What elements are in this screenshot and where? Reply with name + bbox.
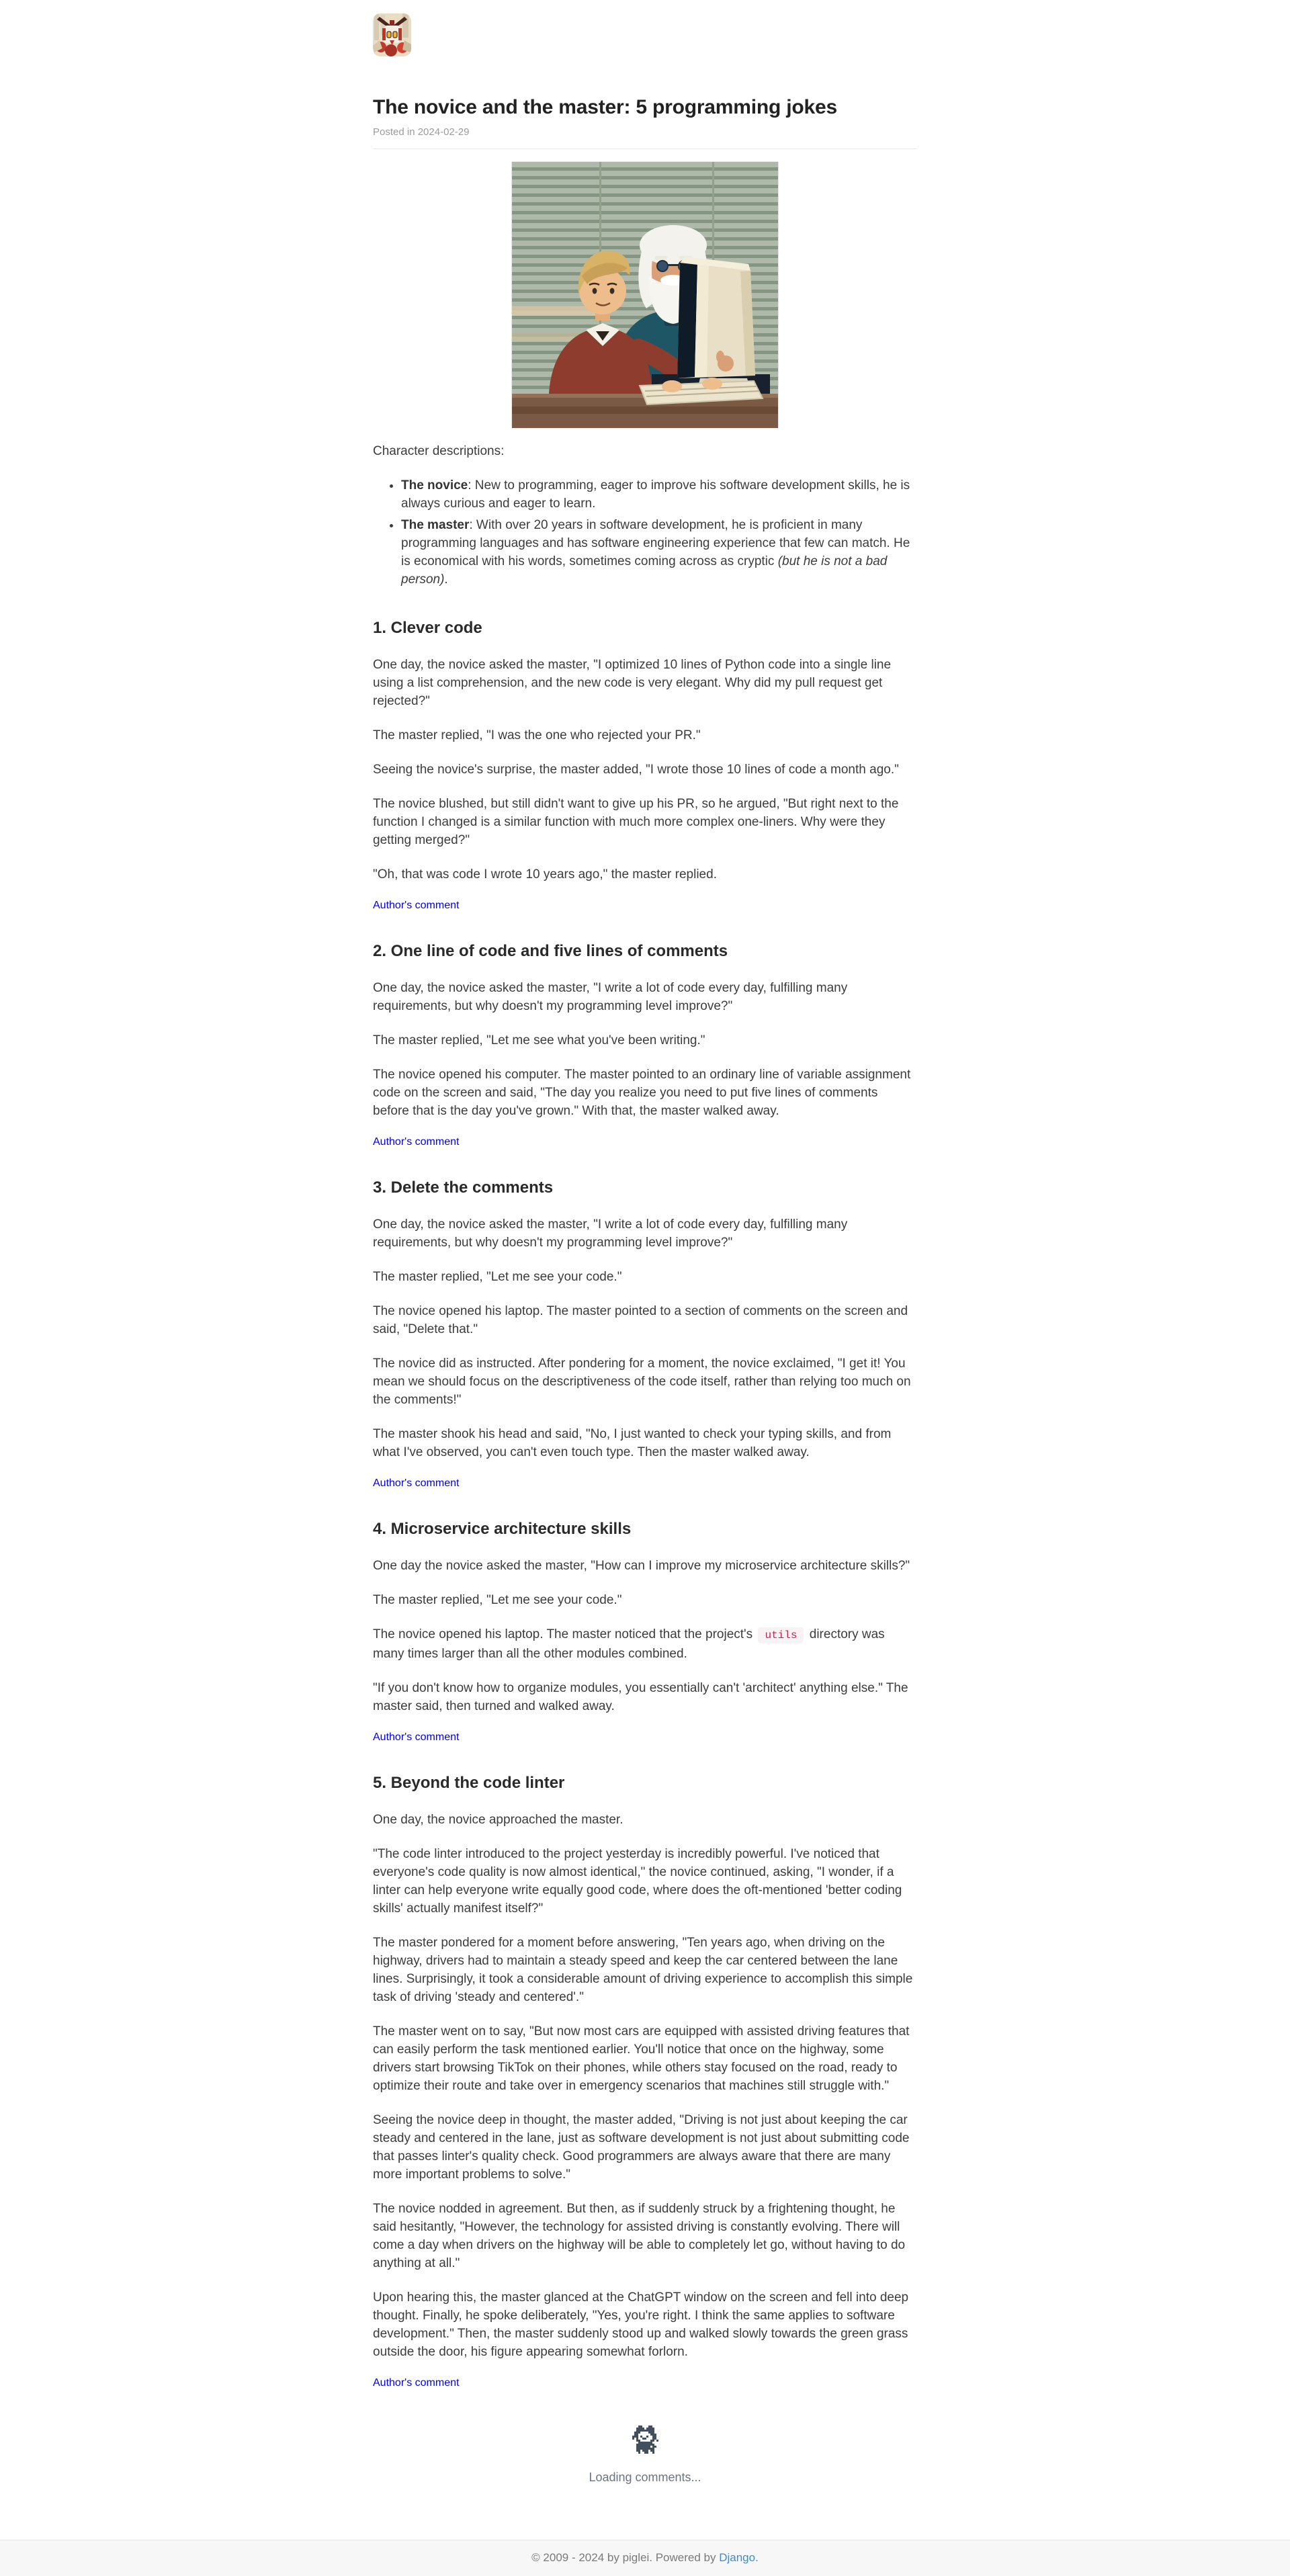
text-run: . <box>444 572 448 587</box>
post-paragraph <box>373 795 917 849</box>
bold-text: The novice <box>401 478 468 492</box>
text-run: The master replied, "Let me see your code." <box>373 1593 622 1607</box>
text-run: Upon hearing this, the master glanced at the ChatGPT window on the screen and fell into deep thought. Finally, he spoke deliberately, "Yes, you're right. I think the same applies to software development." Then, the master suddenly stood up and walked slowly towards the green grass outside the door, his figure appearing somewhat forlorn. <box>373 2290 909 2359</box>
author-comment-paragraph <box>373 900 917 912</box>
text-run: Seeing the novice's surprise, the master added, "I wrote those 10 lines of code a month ago." <box>373 763 899 777</box>
text-run: One day the novice asked the master, "How can I improve my microservice architecture skills?" <box>373 1559 910 1573</box>
post-paragraph <box>373 1625 917 1663</box>
post-paragraph <box>373 1355 917 1409</box>
author-comment-link[interactable]: Author's comment <box>373 1731 460 1743</box>
text-run: The novice opened his laptop. The master noticed that the project's <box>373 1627 757 1641</box>
text-run: The novice blushed, but still didn't want to give up his PR, so he argued, "But right next to the function I changed is a similar function with much more complex one-liners. Why were they getting merged?" <box>373 797 899 847</box>
bold-text: The master <box>401 518 470 532</box>
character-intro: Character descriptions: <box>373 444 505 458</box>
text-run: One day, the novice asked the master, "I optimized 10 lines of Python code into a single line using a list comprehension, and the new code is very elegant. Why did my pull request get rejected?" <box>373 658 892 708</box>
bottom-spacer <box>373 2485 917 2540</box>
character-item <box>401 516 917 589</box>
text-run: The novice nodded in agreement. But then, as if suddenly struck by a frightening thought, he said hesitantly, "However, the technology for assisted driving is constantly evolving. There will come a day when drivers on the highway will be able to completely let go, without having to do anything at all." <box>373 2202 906 2270</box>
comments-widget <box>373 2425 917 2485</box>
site-logo[interactable] <box>373 13 411 56</box>
post-paragraph <box>373 865 917 884</box>
post-paragraph <box>373 1591 917 1609</box>
section-heading: 1. Clever code <box>373 619 482 637</box>
character-list <box>373 476 917 589</box>
site-footer <box>0 2540 1290 2576</box>
character-item <box>401 476 917 513</box>
text-run: The master replied, "Let me see your code." <box>373 1270 622 1284</box>
post-paragraph <box>373 2022 917 2095</box>
post-paragraph <box>373 656 917 710</box>
text-run: The master went on to say, "But now most cars are equipped with assisted driving features that can easily perform the task mentioned earlier. You'll notice that once on the highway, some drivers start browsing TikTok on their phones, while others stay focused on the road, ready to optimize their route and take over in emergency scenarios that machines still struggle with." <box>373 2024 910 2093</box>
django-link[interactable]: Django <box>719 2551 756 2564</box>
section-heading: 4. Microservice architecture skills <box>373 1520 632 1538</box>
author-comment-paragraph <box>373 2377 917 2389</box>
inline-code: utils <box>758 1627 804 1643</box>
text-run: The novice did as instructed. After pondering for a moment, the novice exclaimed, "I get it! You mean we should focus on the descriptiveness of the code itself, rather than relying too much on the comments!" <box>373 1357 911 1407</box>
text-run: The master replied, "I was the one who rejected your PR." <box>373 728 701 742</box>
author-comment-link[interactable]: Author's comment <box>373 1477 460 1489</box>
post-title: The novice and the master: 5 programming jokes <box>373 96 837 118</box>
post-sections <box>373 618 917 2389</box>
post-paragraph <box>373 1811 917 1829</box>
author-comment-link[interactable]: Author's comment <box>373 2377 460 2389</box>
italic-text: (but he is not a bad person) <box>401 554 888 587</box>
text-run: The novice opened his laptop. The master pointed to a section of comments on the screen and said, "Delete that." <box>373 1304 908 1336</box>
post-paragraph <box>373 2200 917 2272</box>
post-paragraph <box>373 761 917 779</box>
text-run: One day, the novice asked the master, "I write a lot of code every day, fulfilling many requirements, but why doesn't my programming level improve?" <box>373 981 848 1013</box>
text-run: directory was many times larger than all the other modules combined. <box>373 1627 885 1661</box>
author-comment-link[interactable]: Author's comment <box>373 900 460 911</box>
page-content <box>373 0 917 2540</box>
text-run: : With over 20 years in software development, he is proficient in many programming languages and has software engineering experience that few can match. He is economical with his words, sometimes coming across as cryptic <box>401 518 910 568</box>
footer-copyright <box>0 2551 1290 2565</box>
post-paragraph <box>373 2288 917 2361</box>
pixel-cat-icon <box>632 2425 658 2454</box>
post-paragraph <box>373 1425 917 1461</box>
text-run: "The code linter introduced to the project yesterday is incredibly powerful. I've noticed that everyone's code quality is now almost identical," the novice continued, asking, "I wonder, if a linter can help everyone write equally good code, where does the oft-mentioned 'better coding skills' actually manifest itself?" <box>373 1847 902 1916</box>
footer-text-before: © 2009 - 2024 by piglei. Powered by <box>531 2551 720 2564</box>
post-paragraph <box>373 726 917 744</box>
post-article <box>373 95 917 2389</box>
post-paragraph <box>373 1934 917 2006</box>
section-heading: 3. Delete the comments <box>373 1178 554 1197</box>
text-run: The master shook his head and said, "No, I just wanted to check your typing skills, and from what I've observed, you can't even touch type. Then the master walked away. <box>373 1427 892 1459</box>
text-run: Seeing the novice deep in thought, the master added, "Driving is not just about keeping the car steady and centered in the lane, just as software development is not just about submitting code that passes linter's quality check. Good programmers are always aware that there are many more important problems to solve." <box>373 2113 910 2182</box>
text-run: : New to programming, eager to improve his software development skills, he is always curious and eager to learn. <box>401 478 910 511</box>
author-comment-paragraph <box>373 1477 917 1490</box>
post-paragraph <box>373 2111 917 2184</box>
post-paragraph <box>373 1031 917 1049</box>
text-run: The master pondered for a moment before answering, "Ten years ago, when driving on the highway, drivers had to maintain a steady speed and keep the car centered between the lane lines. Surprisingly, it took a considerable amount of driving experience to accomplish this simple task of driving 'steady and centered'." <box>373 1936 913 2004</box>
section-heading: 5. Beyond the code linter <box>373 1774 565 1792</box>
text-run: The master replied, "Let me see what you've been writing." <box>373 1033 705 1047</box>
post-paragraph <box>373 979 917 1015</box>
text-run: One day, the novice approached the master. <box>373 1813 624 1827</box>
post-paragraph <box>373 1215 917 1252</box>
author-comment-link[interactable]: Author's comment <box>373 1136 460 1148</box>
text-run: One day, the novice asked the master, "I write a lot of code every day, fulfilling many requirements, but why doesn't my programming level improve?" <box>373 1217 848 1250</box>
post-paragraph <box>373 1679 917 1715</box>
post-paragraph <box>373 1557 917 1575</box>
text-run: The novice opened his computer. The master pointed to an ordinary line of variable assignment code on the screen and said, "The day you realize you need to put five lines of comments before that is the day you've grown." With that, the master walked away. <box>373 1068 911 1118</box>
text-run: "Oh, that was code I wrote 10 years ago," the master replied. <box>373 867 717 882</box>
gundam-avatar-icon <box>373 13 411 56</box>
site-header <box>373 0 917 60</box>
post-paragraph <box>373 1302 917 1338</box>
author-comment-paragraph <box>373 1731 917 1744</box>
author-comment-paragraph <box>373 1136 917 1148</box>
post-hero-figure <box>373 161 917 431</box>
divider <box>373 148 917 149</box>
post-paragraph <box>373 1845 917 1918</box>
comments-loading-text: Loading comments... <box>589 2471 701 2484</box>
text-run: "If you don't know how to organize modules, you essentially can't 'architect' anything else." The master said, then turned and walked away. <box>373 1681 908 1713</box>
post-paragraph <box>373 1066 917 1120</box>
post-paragraph <box>373 1268 917 1286</box>
section-heading: 2. One line of code and five lines of comments <box>373 942 728 960</box>
post-date: Posted in 2024-02-29 <box>373 126 470 138</box>
post-hero-image <box>511 161 779 429</box>
footer-text-after: . <box>755 2551 759 2564</box>
